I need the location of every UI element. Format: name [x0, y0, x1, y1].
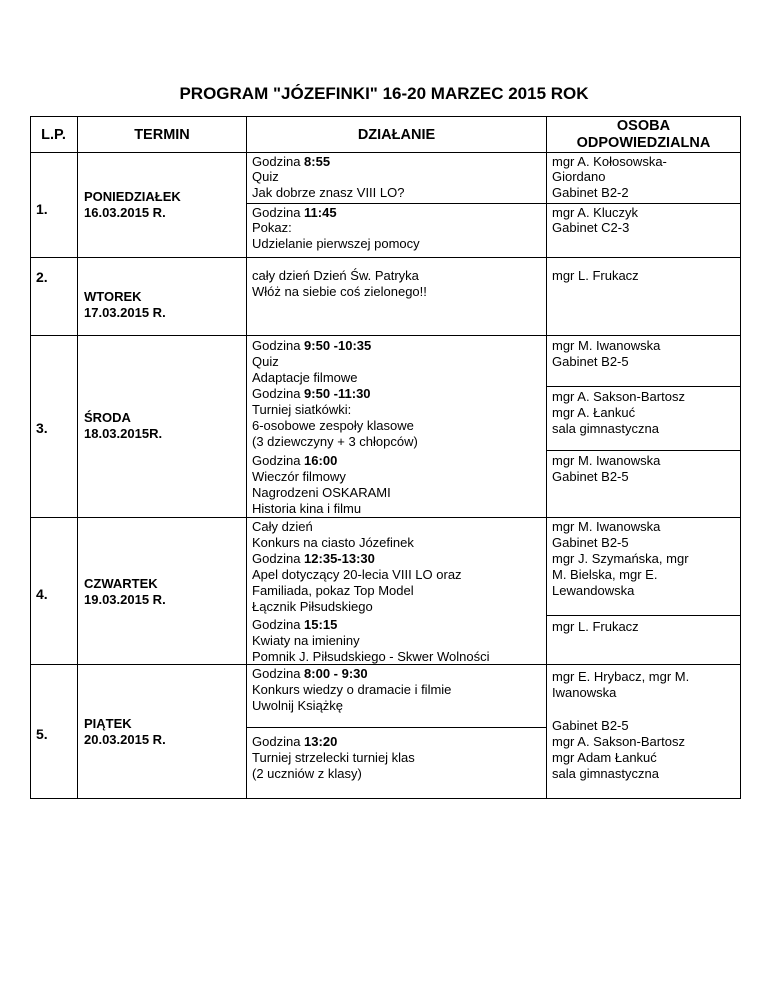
cell-subdivider	[546, 615, 741, 616]
row-number: 4.	[36, 586, 48, 602]
activity-line: Godzina 11:45	[252, 205, 337, 220]
cell-subdivider	[546, 386, 741, 387]
activity-line: Pokaz:	[252, 220, 292, 235]
person-line: M. Bielska, mgr E.	[552, 567, 658, 582]
activity-line: Udzielanie pierwszej pomocy	[252, 236, 420, 251]
activity-line: Łącznik Piłsudskiego	[252, 599, 373, 614]
activity-line: Włóż na siebie coś zielonego!!	[252, 284, 427, 299]
row-divider	[30, 335, 741, 336]
activity-line: Konkurs wiedzy o dramacie i filmie	[252, 682, 452, 697]
day-name: PONIEDZIAŁEK	[84, 189, 181, 204]
activity-line: Familiada, pokaz Top Model	[252, 583, 414, 598]
person-line: sala gimnastyczna	[552, 766, 659, 781]
activity-line: (3 dziewczyny + 3 chłopców)	[252, 434, 418, 449]
person-line: Gabinet B2-2	[552, 185, 629, 200]
activity-line: Godzina 13:20	[252, 734, 338, 749]
day-date: 19.03.2015 R.	[84, 592, 166, 607]
activity-line: Godzina 8:55	[252, 154, 331, 169]
activity-line: Pomnik J. Piłsudskiego - Skwer Wolności	[252, 649, 490, 664]
activity-line: Adaptacje filmowe	[252, 370, 358, 385]
row-number: 5.	[36, 726, 48, 742]
activity-line: Godzina 12:35-13:30	[252, 551, 375, 566]
person-line: sala gimnastyczna	[552, 421, 659, 436]
day-name: WTOREK	[84, 289, 142, 304]
table-border-right	[740, 116, 741, 799]
activity-line: Godzina 15:15	[252, 617, 338, 632]
person-line: mgr A. Sakson-Bartosz	[552, 389, 685, 404]
activity-line: Jak dobrze znasz VIII LO?	[252, 185, 405, 200]
person-line: mgr E. Hrybacz, mgr M.	[552, 669, 690, 684]
row-divider	[30, 517, 741, 518]
day-date: 18.03.2015R.	[84, 426, 163, 441]
person-line: Gabinet B2-5	[552, 718, 629, 733]
activity-line: Kwiaty na imieniny	[252, 633, 360, 648]
row-number: 1.	[36, 201, 48, 217]
person-line: mgr Adam Łankuć	[552, 750, 657, 765]
person-line: Gabinet B2-5	[552, 469, 629, 484]
activity-line: Godzina 8:00 - 9:30	[252, 666, 368, 681]
person-line: Gabinet C2-3	[552, 220, 630, 235]
person-line: Lewandowska	[552, 583, 635, 598]
activity-line: Konkurs na ciasto Józefinek	[252, 535, 414, 550]
person-line: Gabinet B2-5	[552, 354, 629, 369]
row-divider	[30, 257, 741, 258]
header-odpowiedzialna: ODPOWIEDZIALNA	[576, 135, 711, 151]
page-title: PROGRAM "JÓZEFINKI" 16-20 MARZEC 2015 ROK	[179, 84, 589, 103]
activity-line: Turniej siatkówki:	[252, 402, 352, 417]
cell-subdivider	[246, 727, 546, 728]
column-divider	[546, 116, 547, 799]
activity-line: (2 uczniów z klasy)	[252, 766, 362, 781]
day-name: ŚRODA	[84, 410, 131, 425]
row-divider	[30, 152, 741, 153]
header-dzialanie: DZIAŁANIE	[357, 127, 436, 143]
row-number: 2.	[36, 269, 48, 285]
activity-line: Nagrodzeni OSKARAMI	[252, 485, 391, 500]
day-date: 17.03.2015 R.	[84, 305, 166, 320]
row-number: 3.	[36, 420, 48, 436]
column-divider	[246, 116, 247, 799]
cell-subdivider	[246, 203, 741, 204]
activity-line: Uwolnij Książkę	[252, 698, 344, 713]
cell-subdivider	[546, 450, 741, 451]
person-line: mgr A. Kluczyk	[552, 205, 638, 220]
header-osoba: OSOBA	[616, 118, 671, 134]
person-line: mgr M. Iwanowska	[552, 453, 661, 468]
activity-line: cały dzień Dzień Św. Patryka	[252, 268, 419, 283]
person-line: mgr L. Frukacz	[552, 268, 639, 283]
header-lp: L.P.	[41, 127, 66, 143]
person-line: mgr J. Szymańska, mgr	[552, 551, 689, 566]
activity-line: Historia kina i filmu	[252, 501, 362, 516]
activity-line: Turniej strzelecki turniej klas	[252, 750, 415, 765]
person-line: mgr A. Sakson-Bartosz	[552, 734, 685, 749]
activity-line: Apel dotyczący 20-lecia VIII LO oraz	[252, 567, 462, 582]
column-divider	[77, 116, 78, 799]
table-border-left	[30, 116, 31, 799]
person-line: mgr A. Kołosowska-	[552, 154, 667, 169]
table-border-bottom	[30, 798, 741, 799]
day-date: 20.03.2015 R.	[84, 732, 166, 747]
header-termin: TERMIN	[134, 127, 190, 143]
activity-line: Quiz	[252, 354, 279, 369]
activity-line: Godzina 9:50 -10:35	[252, 338, 372, 353]
person-line: Gabinet B2-5	[552, 535, 629, 550]
person-line: mgr M. Iwanowska	[552, 519, 661, 534]
activity-line: Godzina 16:00	[252, 453, 338, 468]
activity-line: Godzina 9:50 -11:30	[252, 386, 371, 401]
activity-line: Quiz	[252, 169, 279, 184]
activity-line: Wieczór filmowy	[252, 469, 346, 484]
person-line: Giordano	[552, 169, 606, 184]
activity-line: Cały dzień	[252, 519, 313, 534]
day-name: CZWARTEK	[84, 576, 158, 591]
day-name: PIĄTEK	[84, 716, 132, 731]
day-date: 16.03.2015 R.	[84, 205, 166, 220]
person-line: mgr M. Iwanowska	[552, 338, 661, 353]
table-border-top	[30, 116, 741, 117]
person-line: Iwanowska	[552, 685, 617, 700]
person-line: mgr L. Frukacz	[552, 619, 639, 634]
activity-line: 6-osobowe zespoły klasowe	[252, 418, 414, 433]
person-line: mgr A. Łankuć	[552, 405, 636, 420]
